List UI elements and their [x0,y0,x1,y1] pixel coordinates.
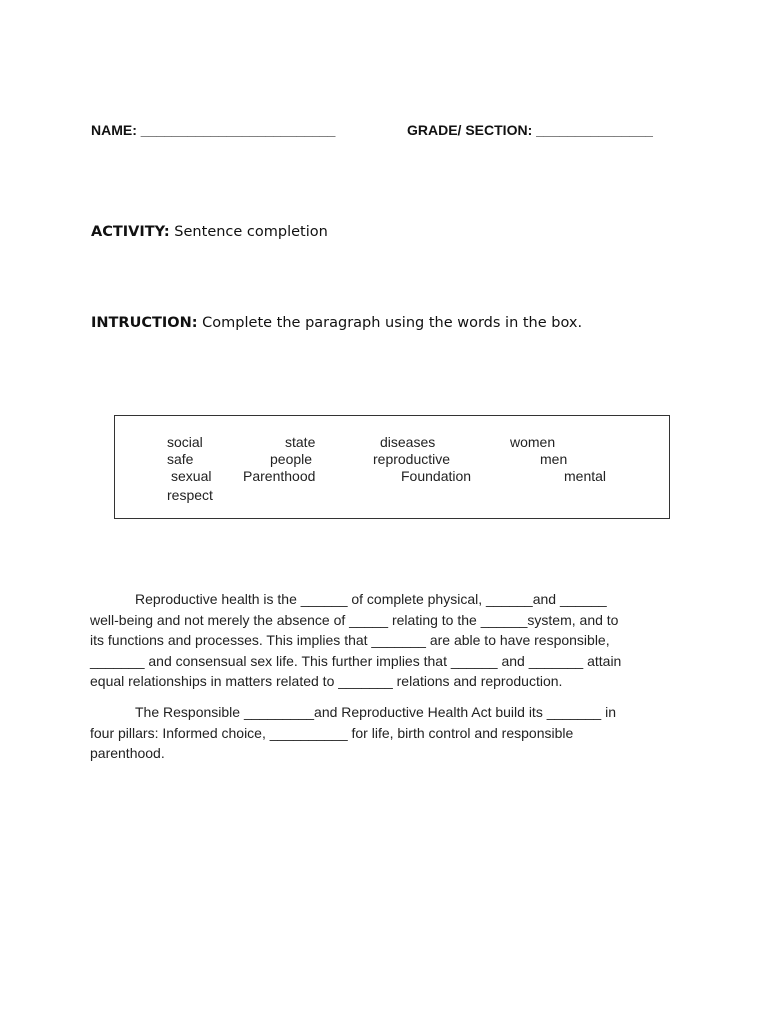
name-blank[interactable]: _________________________ [136,122,336,138]
word-bank-item: reproductive [373,451,451,467]
word-bank-item: mental [564,468,607,484]
grade-section-label: GRADE/ SECTION: [407,122,533,138]
paragraph-line: The Responsible _________and Reproductive Health Act build its _______ in [135,704,617,720]
paragraph-line: well-being and not merely the absence of _____ relating to the ______system, and to [90,611,619,628]
paragraph-rh-act [90,702,670,764]
word-bank-box [114,415,670,519]
instruction-text: Complete the paragraph using the words in the box. [197,315,583,331]
word-bank-item: men [540,451,568,467]
word-bank-item: people [270,451,313,467]
activity-label: ACTIVITY: [91,224,170,240]
paragraph-line: parenthood. [90,745,165,761]
paragraph-reproductive-health [90,589,670,692]
word-bank-item: women [510,434,556,450]
word-bank-item: sexual [171,468,212,484]
name-field[interactable] [91,122,335,138]
word-bank-item: Parenthood [243,468,316,484]
paragraph-line: four pillars: Informed choice, __________ for life, birth control and responsible [90,724,574,741]
instruction-line [91,315,582,331]
word-bank-item: social [167,434,203,450]
word-bank-item: safe [167,451,194,467]
grade-section-field[interactable] [407,122,653,138]
word-bank-item: respect [167,487,213,503]
paragraph-line: equal relationships in matters related to _______ relations and reproduction. [90,673,563,689]
activity-line [91,224,328,240]
word-bank-item: Foundation [401,468,472,484]
paragraph-line: its functions and processes. This implies that _______ are able to have responsible, [90,632,610,648]
word-bank-item: diseases [380,434,436,450]
grade-section-blank[interactable]: _______________ [532,122,653,138]
word-bank-item: state [285,434,316,450]
paragraph-line: Reproductive health is the ______ of complete physical, ______and ______ [135,591,607,607]
name-label: NAME: [91,122,137,138]
paragraph-line: _______ and consensual sex life. This further implies that ______ and _______ attain [90,652,622,669]
activity-text: Sentence completion [169,224,328,240]
instruction-label: INTRUCTION: [91,315,198,331]
